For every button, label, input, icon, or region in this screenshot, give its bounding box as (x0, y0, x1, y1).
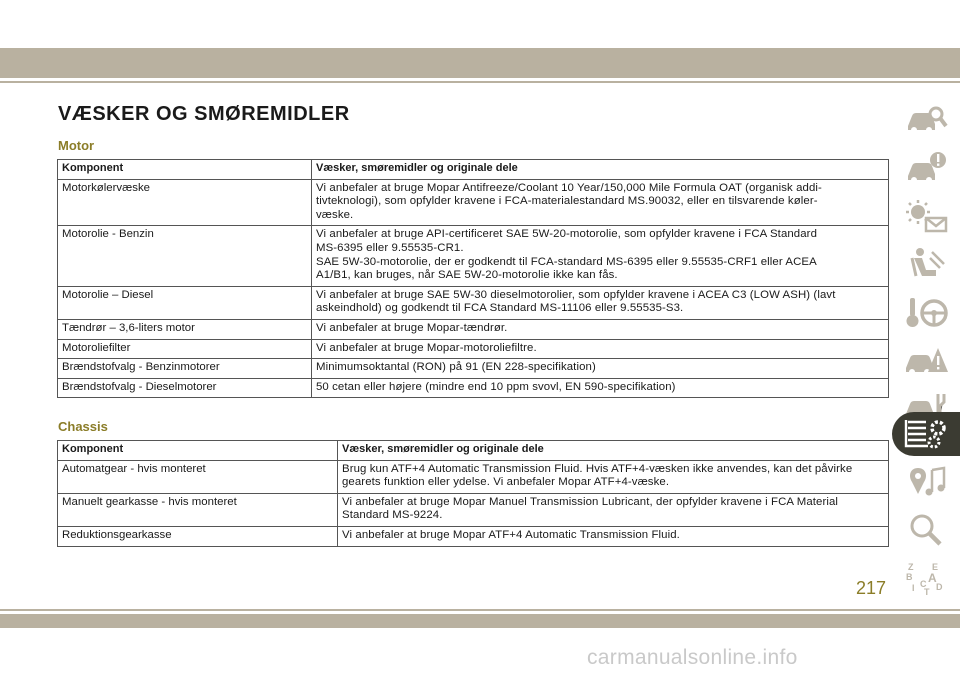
section-title-motor: Motor (58, 138, 95, 153)
fluid-spec-cell: Vi anbefaler at bruge Mopar Antifreeze/Coolant 10 Year/150,000 Mile Formula OAT (organisk addi- tivteknologi), som opfylder kravene i FCA-materialestandard MS.90032, eller en tilsvarende køler- væske. (312, 179, 889, 226)
table-row (58, 319, 889, 339)
chassis-table-body (58, 460, 889, 546)
component-cell: Motorkølervæske (58, 179, 312, 226)
tab-safety[interactable] (892, 242, 960, 286)
table-row (58, 526, 889, 546)
component-cell: Brændstofvalg - Dieselmotorer (58, 378, 312, 398)
index-letter: E (932, 562, 939, 572)
tab-dashboard[interactable] (892, 146, 960, 190)
tab-multimedia[interactable] (892, 460, 960, 504)
component-cell: Motorolie – Diesel (58, 286, 312, 319)
fluid-spec-cell: 50 cetan eller højere (mindre end 10 ppm svovl, EN 590-specifikation) (312, 378, 889, 398)
key-steering-wheel-icon (904, 294, 948, 330)
tab-index[interactable] (892, 556, 960, 600)
component-cell: Motoroliefilter (58, 339, 312, 359)
fluid-spec-cell: Vi anbefaler at bruge API-certificeret SAE 5W-20-motorolie, som opfylder kravene i FCA Standard MS-6395 eller 9.55535-CR1. SAE 5W-30-motorolie, der er godkendt til FCA-standard MS-6395 eller 9.55535-CRF1 eller ACEA A1/B1, kan bruges, når SAE 5W-20-motorolie ikke kan fås. (312, 226, 889, 286)
tab-getting-to-know-vehicle[interactable] (892, 98, 960, 142)
table-row (58, 359, 889, 379)
column-header-fluids: Væsker, smøremidler og originale dele (338, 441, 889, 461)
motor-table-body (58, 179, 889, 398)
component-cell: Tændrør – 3,6-liters motor (58, 319, 312, 339)
table-row (58, 179, 889, 226)
column-header-fluids: Væsker, smøremidler og originale dele (312, 160, 889, 180)
column-header-component: Komponent (58, 441, 338, 461)
section-title-chassis: Chassis (58, 419, 108, 434)
tab-lights-messages[interactable] (892, 194, 960, 238)
table-header-row (58, 441, 889, 461)
index-search-icon (904, 512, 948, 548)
footer-divider (0, 609, 960, 611)
column-header-component: Komponent (58, 160, 312, 180)
motor-fluids-table (57, 159, 889, 398)
light-message-icon (904, 198, 948, 234)
index-letter: I (912, 583, 915, 593)
fluid-spec-cell: Vi anbefaler at bruge Mopar Manuel Transmission Lubricant, der opfylder kravene i FCA Material Standard MS-9224. (338, 493, 889, 526)
table-row (58, 286, 889, 319)
page-number: 217 (856, 578, 887, 598)
watermark: carmanualsonline.info (587, 646, 798, 669)
index-letter: B (906, 572, 913, 582)
index-letter: C (920, 579, 927, 589)
car-hazard-icon (904, 342, 948, 378)
specs-gears-icon (904, 416, 948, 452)
component-cell: Brændstofvalg - Benzinmotorer (58, 359, 312, 379)
seat-airbag-icon (904, 246, 948, 282)
table-row (58, 378, 889, 398)
tab-in-case-of-emergency[interactable] (892, 338, 960, 382)
tab-starting-operating[interactable] (892, 290, 960, 334)
index-letter: Z (908, 562, 914, 572)
fluid-spec-cell: Vi anbefaler at bruge Mopar-tændrør. (312, 319, 889, 339)
chassis-fluids-table (57, 440, 889, 547)
fluid-spec-cell: Brug kun ATF+4 Automatic Transmission Fluid. Hvis ATF+4-væsken ikke anvendes, kan det påvirke gearets funktion eller ydelse. Vi anbefaler Mopar ATF+4-væske. (338, 460, 889, 493)
fluid-spec-cell: Vi anbefaler at bruge SAE 5W-30 dieselmotorolier, som opfylder kravene i ACEA C3 (LOW ASH) (lavt askeindhold) og godkendt til FCA Standard MS-11106 eller 9.55535-S3. (312, 286, 889, 319)
alphabet-index-icon (904, 560, 948, 596)
table-row (58, 339, 889, 359)
table-row (58, 226, 889, 286)
component-cell: Reduktionsgearkasse (58, 526, 338, 546)
component-cell: Motorolie - Benzin (58, 226, 312, 286)
fluid-spec-cell: Minimumsoktantal (RON) på 91 (EN 228-specifikation) (312, 359, 889, 379)
table-row (58, 493, 889, 526)
tab-customer-assistance[interactable] (892, 508, 960, 552)
car-warning-icon (904, 150, 948, 186)
index-letter: T (924, 587, 930, 596)
index-letter: A (928, 571, 937, 585)
page-title: VÆSKER OG SMØREMIDLER (58, 103, 350, 125)
footer-band (0, 614, 960, 628)
tab-technical-specifications[interactable] (892, 412, 960, 456)
fluid-spec-cell: Vi anbefaler at bruge Mopar-motoroliefiltre. (312, 339, 889, 359)
component-cell: Manuelt gearkasse - hvis monteret (58, 493, 338, 526)
car-search-icon (904, 102, 948, 138)
header-divider (0, 81, 960, 83)
index-letter: D (936, 582, 943, 592)
table-header-row (58, 160, 889, 180)
table-row (58, 460, 889, 493)
fluid-spec-cell: Vi anbefaler at bruge Mopar ATF+4 Automatic Transmission Fluid. (338, 526, 889, 546)
header-band (0, 48, 960, 78)
component-cell: Automatgear - hvis monteret (58, 460, 338, 493)
navigation-music-icon (904, 464, 948, 500)
